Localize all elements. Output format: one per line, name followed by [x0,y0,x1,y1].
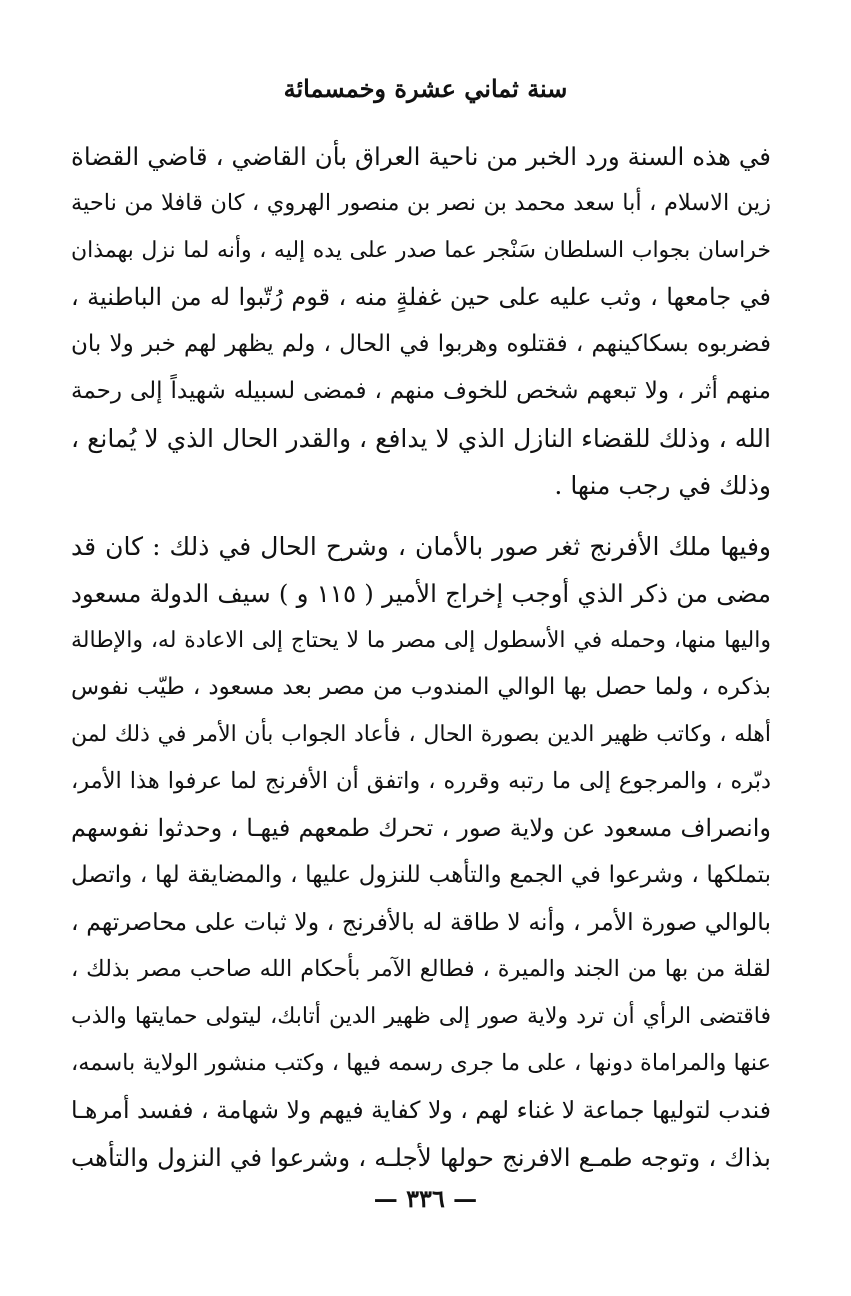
text-line: فندب لتوليها جماعة لا غناء لهم ، ولا كفاية فيهم ولا شهامة ، ففسد أمرهـا [71,1096,771,1124]
text-line: لقلة من بها من الجند والميرة ، فطالع الآمر بأحكام الله صاحب مصر بذلك ، [71,956,771,982]
running-head: سنة ثماني عشرة وخمسمائة [283,74,568,103]
text-line: بذكره ، ولما حصل بها الوالي المندوب من مصر بعد مسعود ، طيّب نفوس [71,674,771,700]
text-line: في جامعها ، وثب عليه على حين غفلةٍ منه ، قوم رُتّبوا له من الباطنية ، [71,283,771,311]
text-line: وذلك في رجب منها . [554,471,771,500]
text-line: واليها منها، وحمله في الأسطول إلى مصر ما لا يحتاج إلى الاعادة له، والإطالة [71,628,771,653]
text-line: منهم أثر ، ولا تبعهم شخص للخوف منهم ، فمضى لسبيله شهيداً إلى رحمة [71,378,771,404]
text-line: مضى من ذكر الذي أوجب إخراج الأمير ( ١١٥ و ) سيف الدولة مسعود [71,579,771,608]
text-line: أهله ، وكاتب ظهير الدين بصورة الحال ، فأعاد الجواب بأن الأمر في ذلك لمن [71,722,771,747]
paragraph-2 [71,523,771,1181]
text-line: فاقتضى الرأي أن ترد ولاية صور إلى ظهير الدين أتابك، ليتولى حمايتها والذب [71,1004,771,1029]
text-line: بتملكها ، وشرعوا في الجمع والتأهب للنزول عليها ، والمضايقة لها ، واتصل [71,862,771,888]
page-number: — ٣٣٦ — [373,1184,478,1213]
text-line: في هذه السنة ورد الخبر من ناحية العراق بأن القاضي ، قاضي القضاة [71,142,771,171]
text-line: وانصراف مسعود عن ولاية صور ، تحرك طمعهم فيهـا ، وحدثوا نفوسهم [71,814,771,842]
paragraph-1 [71,133,771,509]
text-line: زين الاسلام ، أبا سعد محمد بن نصر بن منصور الهروي ، كان قافلا من ناحية [71,190,771,216]
text-line: الله ، وذلك للقضاء النازل الذي لا يدافع ، والقدر الحال الذي لا يُمانع ، [71,424,771,453]
text-line: عنها والمراماة دونها ، على ما جرى رسمه فيها ، وكتب منشور الولاية باسمه، [71,1050,771,1076]
text-line: بالوالي صورة الأمر ، وأنه لا طاقة له بالأفرنج ، ولا ثبات على محاصرتهم ، [71,908,771,936]
text-line: وفيها ملك الأفرنج ثغر صور بالأمان ، وشرح الحال في ذلك : كان قد [71,532,771,561]
text-line: فضربوه بسكاكينهم ، فقتلوه وهربوا في الحال ، ولم يظهر لهم خبر ولا بان [71,331,771,357]
text-line: بذاك ، وتوجه طمـع الافرنج حولها لأجلـه ، وشرعوا في النزول والتأهب [71,1143,771,1172]
text-line: خراسان بجواب السلطان سَنْجر عما صدر على يده إليه ، وأنه لما نزل بهمذان [71,238,771,263]
text-line: دبّره ، والمرجوع إلى ما رتبه وقرره ، واتفق أن الأفرنج لما عرفوا هذا الأمر، [71,768,771,794]
